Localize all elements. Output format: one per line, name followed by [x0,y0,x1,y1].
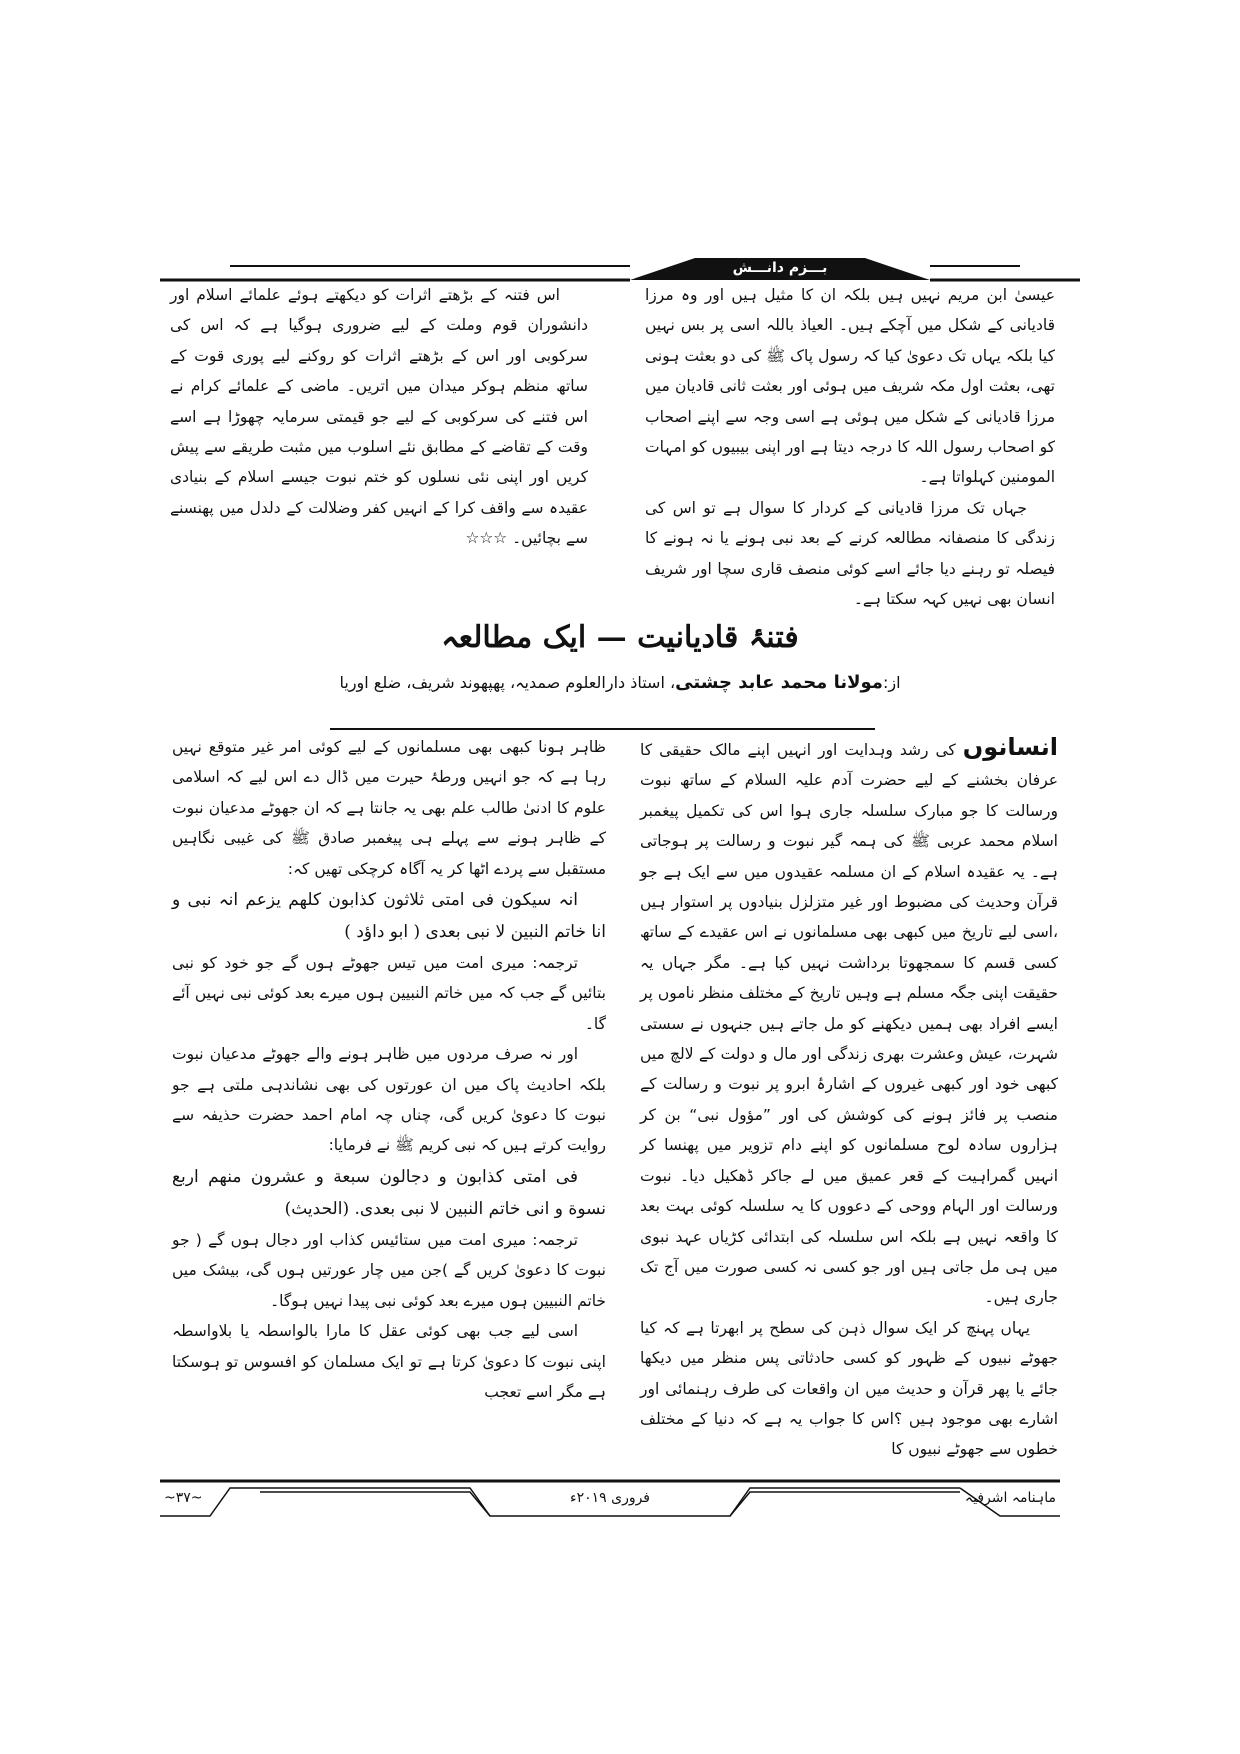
paragraph: ظاہر ہونا کبھی بھی مسلمانوں کے لیے کوئی امر غیر متوقع نہیں رہا ہے کہ جو انہیں ورطۂ حیرت میں ڈال دے اس لیے کہ اسلامی علوم کا ادنیٰ طالب علم بھی یہ جانتا ہے کہ ان جھوٹے مدعیان نبوت کے ظاہر ہونے سے پہلے ہی پیغمبر صادق ﷺ کی غیبی نگاہیں مستقبل سے پردے اٹھا کر یہ آگاہ کرچکی تھیں کہ: [172,738,606,878]
end-stars: ☆☆☆ [465,529,508,548]
top-right-column [645,280,1055,614]
byline-prefix: از: [882,673,901,692]
paragraph: اسی لیے جب بھی کوئی عقل کا مارا بالواسطہ یا بلاواسطہ اپنی نبوت کا دعویٰ کرتا ہے تو ایک مسلمان کو افسوس تو ہوسکتا ہے مگر اسے تعجب [172,1322,606,1401]
page-number: ~۳۷~ [164,1490,203,1506]
paragraph: یہاں پہنچ کر ایک سوال ذہن کی سطح پر ابھرتا ہے کہ کیا جھوٹے نبیوں کے ظہور کو کسی حادثاتی پس منظر میں دیکھا جائے یا پھر قرآن و حدیث میں ان واقعات کی طرف رہنمائی اور اشارے بھی موجود ہیں ؟اس کا جواب یہ ہے کہ دنیا کے مختلف خطوں سے جھوٹے نبیوں کا [640,1318,1058,1459]
section-title: بـــزم دانـــش [732,260,828,276]
author-name: مولانا محمد عابد چشتی [675,672,883,693]
paragraph: عیسیٰ ابن مریم نہیں ہیں بلکہ ان کا مثیل ہیں اور وہ مرزا قادیانی کے شکل میں آچکے ہیں۔ العیاذ باللہ اسی پر بس نہیں کیا بلکہ یہاں تک دعویٰ کیا کہ رسول پاک ﷺ کی دو بعثت ہونی تھی، بعثت اول مکہ شریف میں ہوئی اور بعثت ثانی قادیان میں مرزا قادیانی کے شکل میں ہوئی ہے اسی وجہ سے اپنے اصحاب کو اصحاب رسول اللہ کا درجہ دیتا ہے اور اپنی بیبیوں کو امہات المومنین کہلواتا ہے۔ [645,286,1055,487]
lead-paragraph [640,732,1058,1313]
translation: ترجمہ: میری امت میں ستائیس کذاب اور دجال ہوں گے ( جو نبوت کا دعویٰ کریں گے )جن میں چار عورتیں ہوں گی، بیشک میں خاتم النبیین ہوں میرے بعد کوئی نبی پیدا نہیں ہوگا۔ [172,1230,606,1310]
issue-date: فروری ۲۰۱۹ء [569,1490,651,1506]
top-left-column [170,280,588,554]
magazine-name: ماہنامہ اشرفیہ [964,1490,1056,1506]
article-right-column [640,732,1058,1465]
hadith-quote: فی امتی کذابون و دجالون سبعة و عشرون منھم اربع نسوة و انی خاتم النبین لا نبی بعدی. (الحدیث) [172,1166,606,1219]
paragraph [170,280,588,554]
paragraph-text: کی رشد وہدایت اور انہیں اپنے مالک حقیقی کا عرفان بخشنے کے لیے حضرت آدم علیہ السلام کے ساتھ نبوت ورسالت کا جو مبارک سلسلہ جاری ہوا اس کی تکمیل پیغمبر اسلام محمد عربی ﷺ کی ہمہ گیر نبوت و رسالت پر ہوجاتی ہے۔ یہ عقیدہ اسلام کے ان مسلمہ عقیدوں میں سے ایک ہے جو قرآن وحدیث کی مضبوط اور غیر متزلزل بنیادوں پر استوار ہیں ،اسی لیے تاریخ میں کبھی بھی مسلمانوں نے اس عقیدے کے ساتھ کسی قسم کا سمجھوتا برداشت نہیں کیا ہے۔ مگر جہاں یہ حقیقت اپنی جگہ مسلم ہے وہیں تاریخ کے مختلف منظر ناموں پر ایسے افراد بھی ہمیں دیکھنے کو مل جاتے ہیں جنہوں نے سستی شہرت، عیش وعشرت بھری زندگی اور مال و دولت کے لالچ میں کبھی خود اور کبھی غیروں کے اشارۂ ابرو پر نبوت و رسالت کے منصب پر فائز ہونے کی کوشش کی اور ”مؤول نبی“ بن کر ہزاروں سادہ لوح مسلمانوں کو اپنے دام تزویر میں پھنسا کر انہیں گمراہیت کے قعر عمیق میں لے جاکر ڈھکیل دیا۔ نبوت ورسالت اور الہام ووحی کے دعووں کا یہ سلسلہ کوئی بہت بعد کا واقعہ نہیں ہے بلکہ اس سلسلہ کی ابتدائی کڑیاں عہد نبوی میں ہی مل جاتی ہیں اور جو کسی نہ کسی صورت میں آج تک جاری ہیں۔ [640,741,1058,1307]
paragraph: جہاں تک مرزا قادیانی کے کردار کا سوال ہے تو اس کی زندگی کا منصفانہ مطالعہ کرنے کے بعد نبی ہونے یا نہ ہونے کا فیصلہ تو رہنے دیا جائے اسے کوئی منصف قاری سچا اور شریف انسان بھی نہیں کہہ سکتا ہے۔ [645,498,1055,609]
paragraph: اور نہ صرف مردوں میں ظاہر ہونے والے جھوٹے مدعیان نبوت بلکہ احادیث پاک میں ان عورتوں کی بھی نشاندہی ملتی ہے جو نبوت کا دعویٰ کریں گی، چناں چہ امام احمد حضرت حذیفہ سے روایت کرتے ہیں کہ نبی کریم ﷺ نے فرمایا: [172,1045,606,1155]
hadith-quote: انہ سیکون فی امتی ثلاثون کذابون کلھم یزعم انہ نبی و انا خاتم النبین لا نبی بعدی ( ابو داؤد ) [172,890,606,943]
byline-divider [330,728,875,730]
byline [200,672,1040,693]
article-title: فتنۂ قادیانیت — ایک مطالعہ [441,620,799,655]
article-left-column [172,732,606,1407]
translation: ترجمہ: میری امت میں تیس جھوٹے ہوں گے جو خود کو نبی بتائیں گے جب کہ میں خاتم النبیین ہوں میرے بعد کوئی نبی نہیں آئے گا۔ [172,954,606,1033]
page-footer [160,1478,1060,1518]
author-affiliation: ، استاذ دارالعلوم صمدیہ، پھپھوند شریف، ضلع اوریا [339,673,676,692]
paragraph-text: اس فتنہ کے بڑھتے اثرات کو دیکھتے ہوئے علمائے اسلام اور دانشوران قوم وملت کے لیے ضروری ہوگیا ہے کہ اس کی سرکوبی اور اس کے بڑھتے اثرات کو روکنے لیے پوری قوت کے ساتھ منظم ہوکر میدان میں اتریں۔ ماضی کے علمائے کرام نے اس فتنے کی سرکوبی کے لیے جو قیمتی سرمایہ چھوڑا ہے اسے وقت کے تقاضے کے مطابق نئے اسلوب میں مثبت طریقے سے پیش کریں اور اپنی نئی نسلوں کو ختم نبوت جیسے اسلام کے بنیادی عقیدہ سے واقف کرا کے انہیں کفر وضلالت کے دلدل میں پھنسنے سے بچائیں۔ [170,286,588,548]
lead-word: انسانوں [962,733,1058,761]
